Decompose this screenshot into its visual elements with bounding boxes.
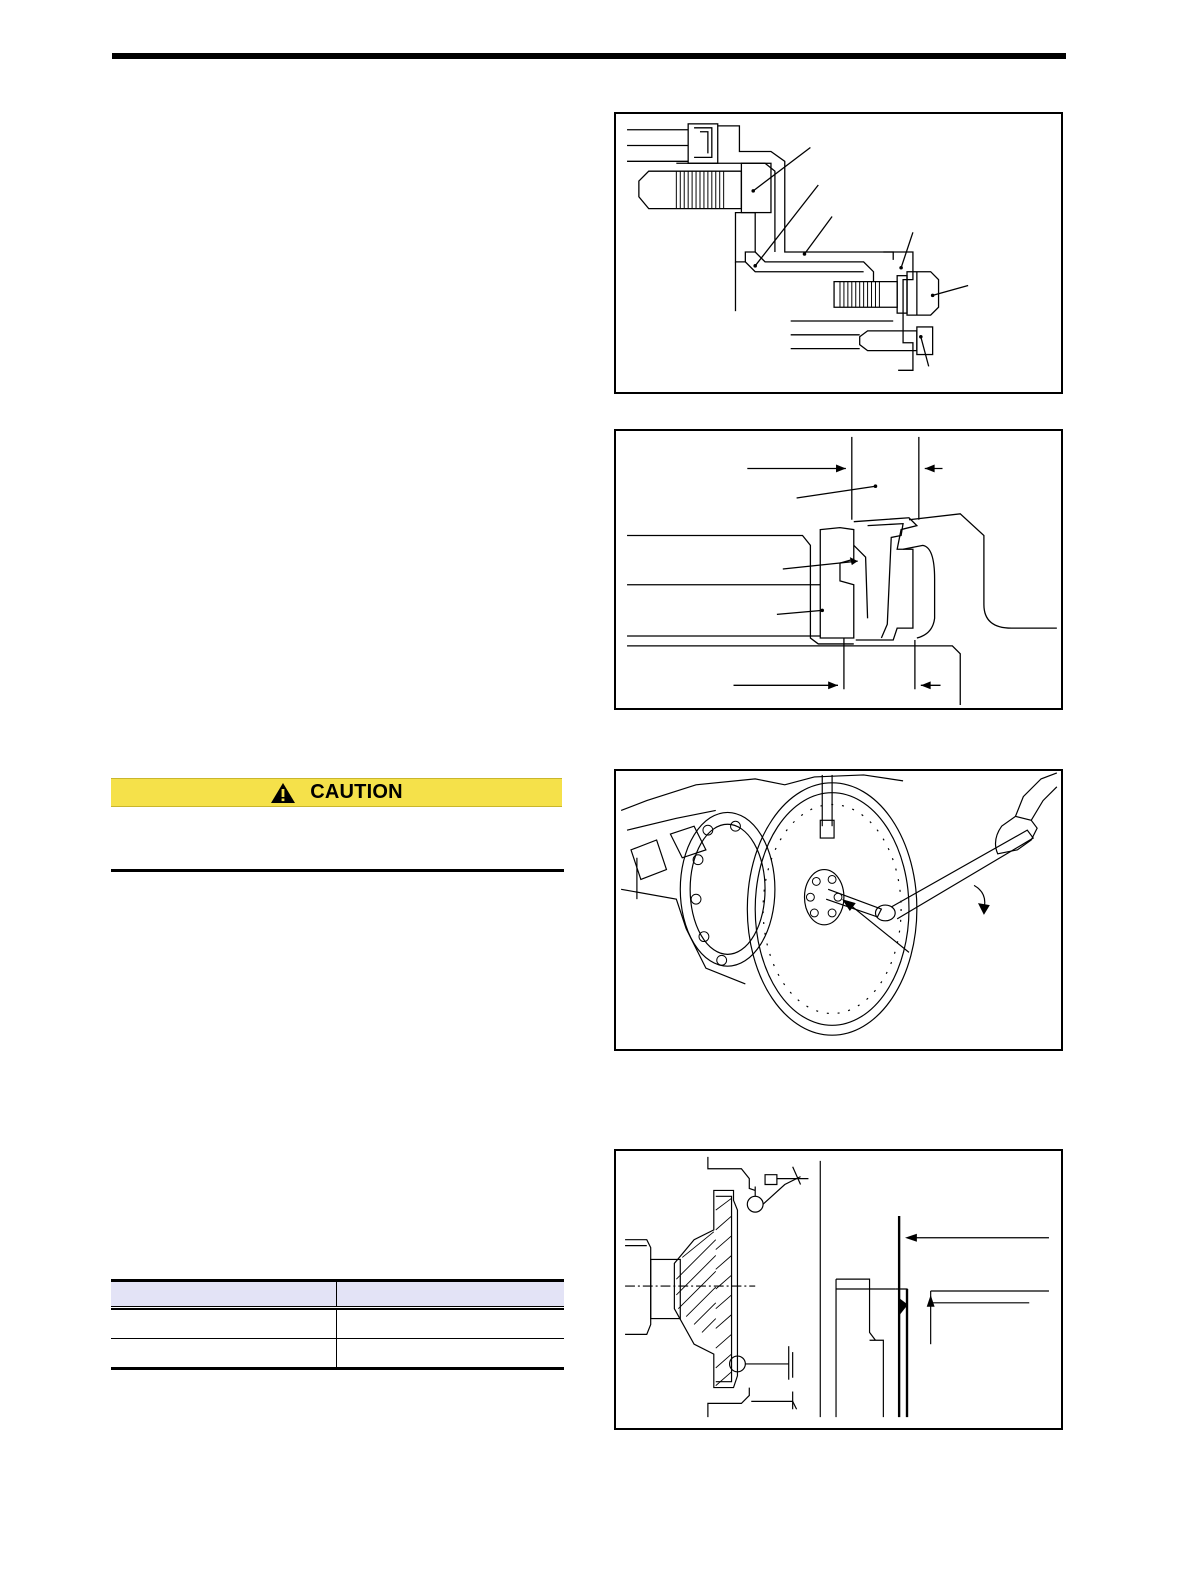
oil-seal-drawing: [616, 431, 1061, 708]
figure-flywheel-torque: [614, 769, 1063, 1051]
table-header-cell: [337, 1282, 564, 1306]
spec-table: [111, 1279, 564, 1370]
header-rule: [112, 53, 1066, 59]
caution-label: CAUTION: [310, 781, 403, 803]
table-header-row: [111, 1282, 564, 1306]
caution-end-rule: [111, 869, 564, 872]
table-row: [111, 1309, 564, 1338]
table-row: [111, 1338, 564, 1367]
figure-flywheel-runout: [614, 1149, 1063, 1430]
table-cell: [337, 1310, 564, 1338]
table-cell: [111, 1310, 337, 1338]
figure-oil-seal-depth: [614, 429, 1063, 710]
table-cell: [111, 1339, 337, 1367]
table-bottom-rule: [111, 1367, 564, 1370]
figure-crankshaft-flange-section: [614, 112, 1063, 394]
crankshaft-flange-drawing: [616, 114, 1061, 392]
table-cell: [337, 1339, 564, 1367]
runout-measurement-drawing: [616, 1151, 1061, 1428]
flywheel-torque-drawing: [616, 771, 1061, 1049]
table-header-cell: [111, 1282, 337, 1306]
warning-triangle-icon: [270, 782, 296, 804]
caution-banner: [111, 778, 562, 807]
